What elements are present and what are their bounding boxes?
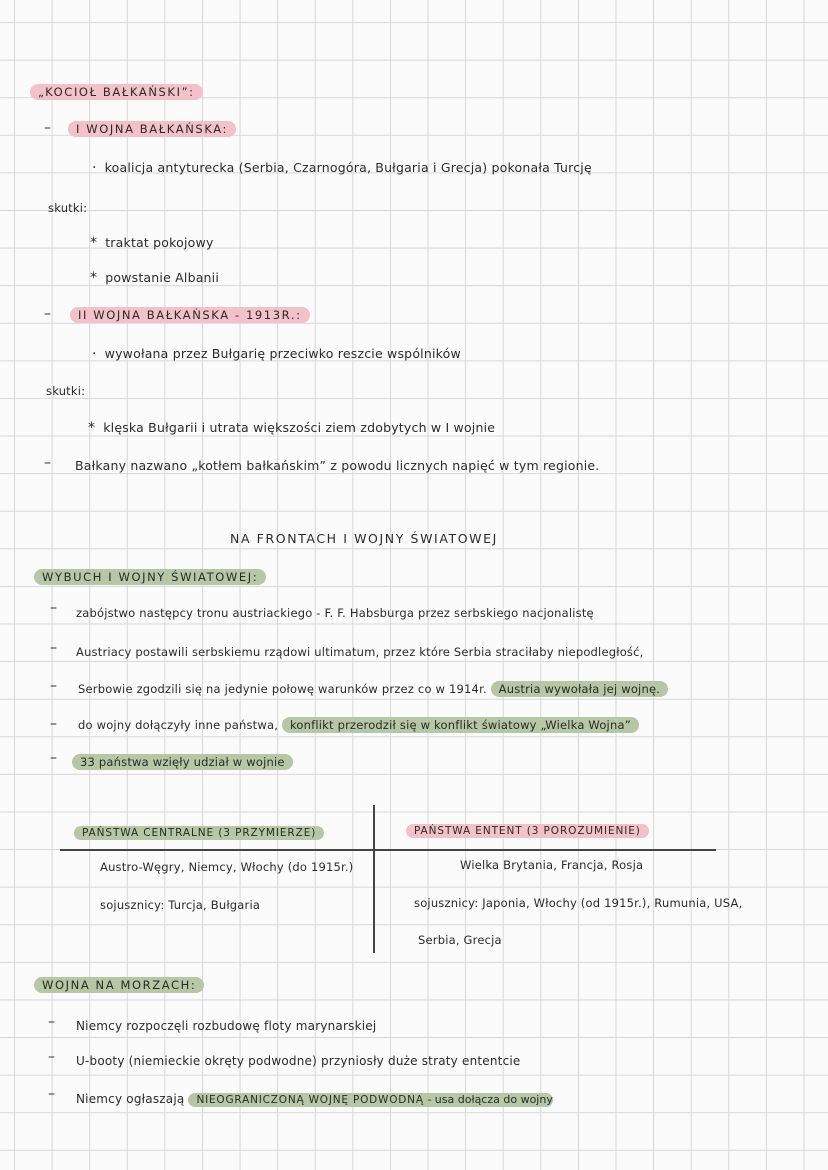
- dash: –: [44, 306, 51, 322]
- outbreak-item-5: 33 państwa wzięły udział w wojnie: [72, 755, 293, 769]
- entente-header: PAŃSTWA ENTENT (3 POROZUMIENIE): [406, 825, 649, 837]
- section-title-balkan: „KOCIOŁ BAŁKAŃSKI”:: [30, 85, 203, 99]
- dash: –: [48, 1014, 55, 1030]
- central-allies: sojusznicy: Turcja, Bułgaria: [100, 898, 261, 912]
- sea-war-title: WOJNA NA MORZACH:: [34, 978, 204, 992]
- outbreak-item-4: do wojny dołączyły inne państwa, konflikt przerodził się w konflikt światowy „Wielka Wojna”: [78, 718, 639, 732]
- balkan-summary: Bałkany nazwano „kotłem bałkańskim” z powodu licznych napięć w tym regionie.: [75, 458, 600, 473]
- war2-title: II WOJNA BAŁKAŃSKA - 1913R.:: [70, 308, 310, 322]
- dash: –: [48, 1086, 55, 1102]
- central-powers-header: PAŃSTWA CENTRALNE (3 PRZYMIERZE): [74, 827, 324, 839]
- central-members: Austro-Węgry, Niemcy, Włochy (do 1915r.): [100, 860, 354, 874]
- section-title-fronts: NA FRONTACH I WOJNY ŚWIATOWEJ: [230, 531, 498, 546]
- dash: –: [48, 1049, 55, 1065]
- sea-item-2: U-booty (niemieckie okręty podwodne) przyniosły duże straty ententcie: [76, 1054, 521, 1068]
- outbreak-item-3: Serbowie zgodzili się na jedynie połowę warunków przez co w 1914r. Austria wywołała jej wojnę.: [78, 682, 668, 696]
- outbreak-item-1: zabójstwo następcy tronu austriackiego - F. F. Habsburga przez serbskiego nacjonalistę: [76, 606, 594, 620]
- dash: –: [44, 455, 51, 471]
- dash: –: [44, 120, 51, 136]
- war1-effect-2: * powstanie Albanii: [90, 270, 220, 286]
- war1-effects-label: skutki:: [48, 201, 88, 215]
- dash: –: [50, 600, 57, 616]
- outbreak-item-2: Austriacy postawili serbskiemu rządowi ultimatum, przez które Serbia straciłaby niepodległość,: [76, 645, 644, 659]
- dash: –: [50, 640, 57, 656]
- sea-item-3: Niemcy ogłaszają NIEOGRANICZONĄ WOJNĘ PODWODNĄ - usa dołącza do wojny: [76, 1092, 553, 1106]
- entente-members: Wielka Brytania, Francja, Rosja: [460, 858, 644, 872]
- war2-effect-1: * klęska Bułgarii i utrata większości ziem zdobytych w I wojnie: [88, 420, 496, 436]
- entente-allies-1: sojusznicy: Japonia, Włochy (od 1915r.), Rumunia, USA,: [414, 896, 743, 910]
- sea-item-1: Niemcy rozpoczęli rozbudowę floty marynarskiej: [76, 1019, 377, 1033]
- war2-point: · wywołana przez Bułgarię przeciwko reszcie wspólników: [92, 346, 461, 362]
- dash: –: [50, 678, 57, 694]
- war1-title: I WOJNA BAŁKAŃSKA:: [68, 122, 236, 136]
- entente-allies-2: Serbia, Grecja: [418, 933, 502, 947]
- war1-effect-1: * traktat pokojowy: [90, 235, 214, 251]
- war1-point: · koalicja antyturecka (Serbia, Czarnogóra, Bułgaria i Grecja) pokonała Turcję: [92, 160, 592, 176]
- table-horizontal-divider: [60, 849, 716, 851]
- table-vertical-divider: [373, 805, 375, 953]
- outbreak-title: WYBUCH I WOJNY ŚWIATOWEJ:: [34, 570, 266, 584]
- dash: –: [50, 716, 57, 732]
- war2-effects-label: skutki:: [46, 384, 86, 398]
- sea-item-3-highlight: NIEOGRANICZONĄ WOJNĘ PODWODNĄ - usa dołącza do wojny: [188, 1093, 552, 1107]
- dash: –: [50, 750, 57, 766]
